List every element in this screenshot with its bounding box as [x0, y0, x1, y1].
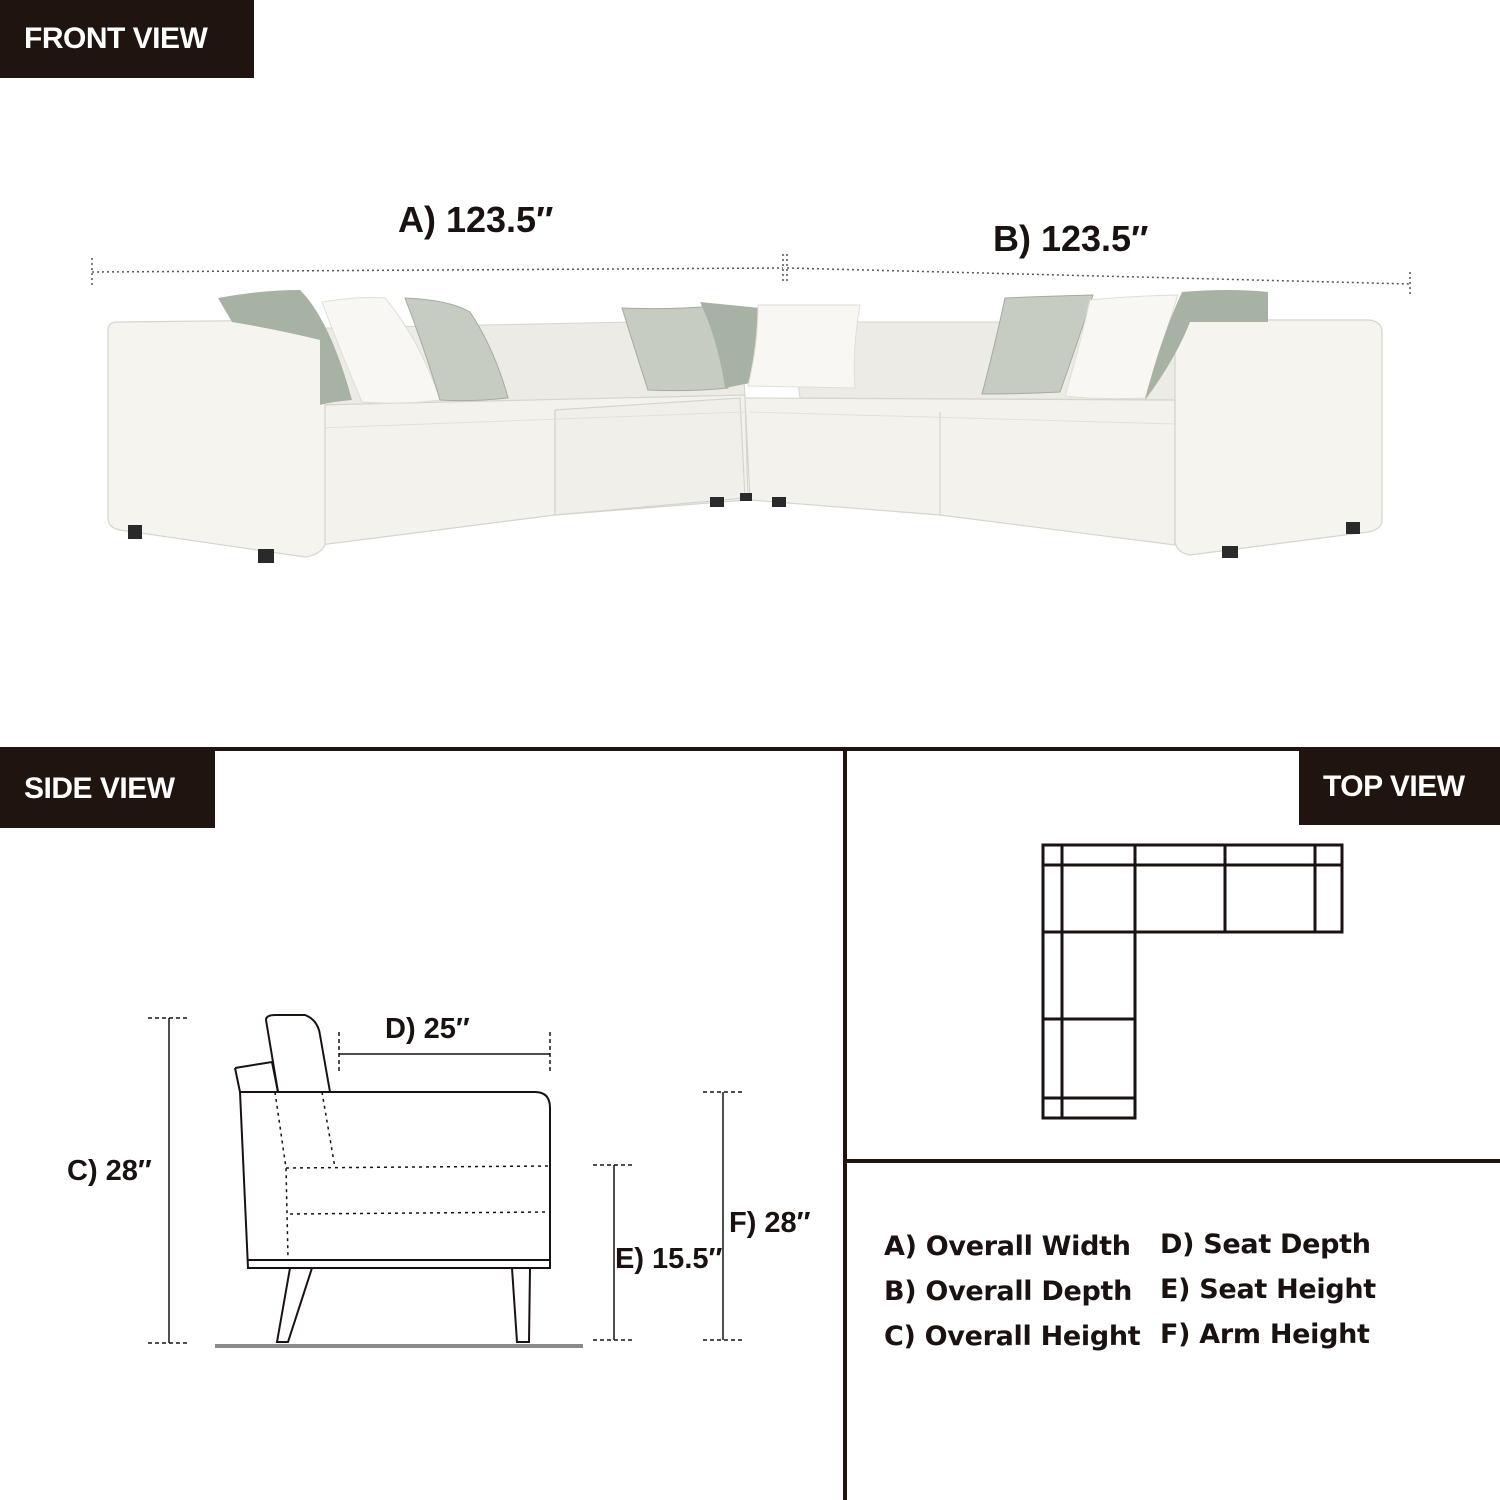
- side-view-hidden-lines: [275, 1092, 550, 1258]
- dimension-d-label: D) 25″: [385, 1013, 470, 1045]
- seat-right: [745, 398, 1175, 545]
- dimension-e-label: E) 15.5″: [615, 1243, 723, 1275]
- leg: [740, 493, 752, 501]
- leg: [772, 497, 786, 507]
- front-leg: [277, 1268, 312, 1342]
- arm-right: [1175, 320, 1382, 555]
- legend-item: B) Overall Depth: [884, 1276, 1133, 1307]
- dimension-f-label: F) 28″: [729, 1207, 811, 1239]
- hidden-seat-bottom: [290, 1212, 550, 1214]
- legend-item: E) Seat Height: [1160, 1274, 1376, 1305]
- hidden-back2: [322, 1092, 335, 1168]
- top-view-label: TOP VIEW: [1323, 770, 1465, 803]
- leg: [1346, 522, 1360, 534]
- side-view-label: SIDE VIEW: [24, 771, 175, 805]
- sectional-sofa: [108, 290, 1382, 563]
- legend-item: C) Overall Height: [884, 1321, 1141, 1352]
- leg: [128, 525, 142, 539]
- arm-left: [108, 320, 325, 557]
- dimension-c-label: C) 28″: [67, 1155, 152, 1187]
- body-outline: [235, 1068, 550, 1268]
- plan-outline: [1043, 845, 1342, 1118]
- legend-item: A) Overall Width: [884, 1231, 1131, 1262]
- hidden-back: [275, 1092, 288, 1258]
- legend-item: F) Arm Height: [1160, 1319, 1370, 1350]
- pillow-white: [748, 305, 860, 388]
- legend-column-right: [1160, 1222, 1376, 1357]
- panel-dividers: [0, 749, 1500, 1500]
- back-cap: [235, 1062, 278, 1092]
- hidden-seat-top: [286, 1166, 550, 1168]
- dimension-line-a: [92, 268, 783, 272]
- legend-column-left: [884, 1224, 1140, 1359]
- top-view-plan: [1043, 845, 1342, 1118]
- front-view-label: FRONT VIEW: [24, 22, 208, 55]
- dimension-b-label: B) 123.5″: [993, 218, 1149, 259]
- leg: [710, 497, 724, 507]
- front-dimension-lines: [92, 254, 1410, 296]
- leg: [1222, 546, 1238, 558]
- leg: [258, 549, 274, 563]
- dimension-line-b: [787, 268, 1410, 284]
- dimension-a-label: A) 123.5″: [398, 199, 554, 240]
- side-view-chair: [235, 1015, 550, 1342]
- legend-item: D) Seat Depth: [1160, 1229, 1371, 1260]
- rear-leg: [512, 1268, 530, 1342]
